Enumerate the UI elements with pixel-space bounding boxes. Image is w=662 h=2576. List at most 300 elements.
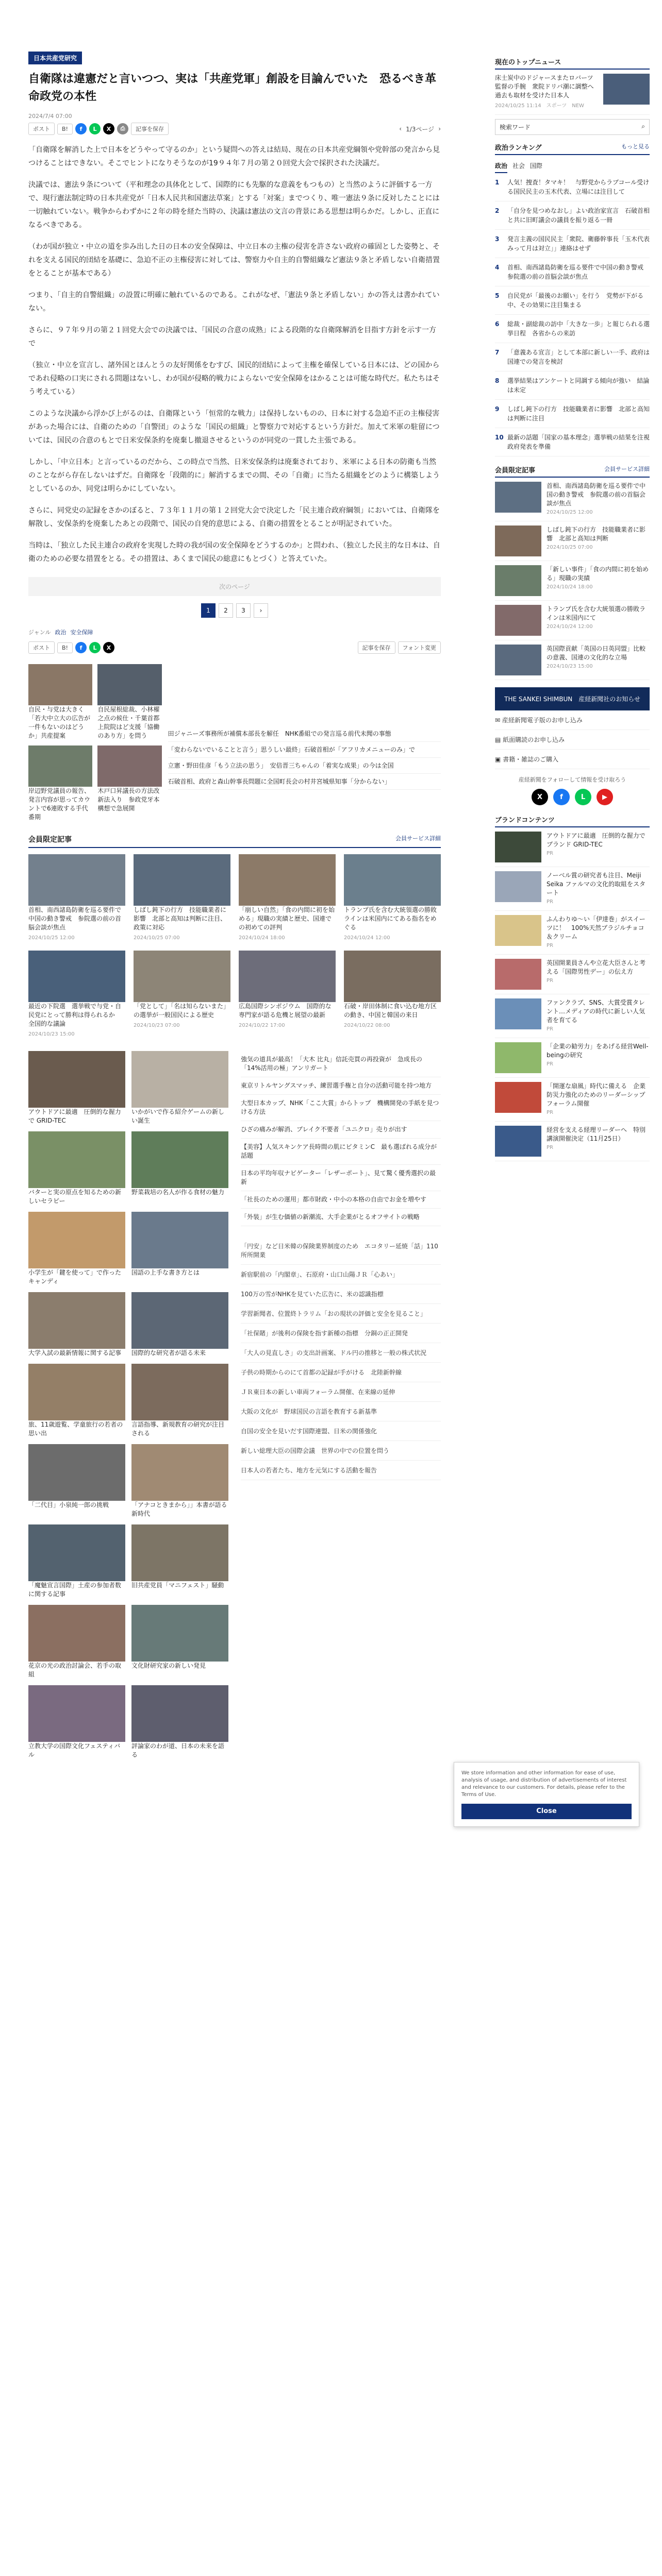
keyword-dropdown[interactable] [495,119,650,135]
brand-item[interactable] [495,827,650,867]
ranking-item[interactable] [495,286,650,315]
text-link[interactable]: 新宿駅前の「内閣章」、石原府・山口山陽ＪＲ「心あい」 [241,1265,441,1284]
thumbnail [28,664,92,705]
text-link[interactable]: 自国の安全を見いだす国際連盟、日米の関係強化 [241,1421,441,1441]
card-title: 自民・与党は大きく「若大中立大の広告が一件もないのはどうか」共産提案 [28,706,91,739]
thumbnail [603,74,650,105]
article-title: 自衛隊は違憲だと言いつつ、実は「共産党軍」創設を目論んでいた 恐るべき革命政党の本性 [28,73,437,103]
ranking-item[interactable] [495,230,650,258]
related-link[interactable]: 立憲・野田佳彦「もう立法の思う」 安倍晋三ちゃんの「着実な成果」の今は全国 [168,758,441,774]
card-title: しばし鈍下の行方 技能職業者に影響 北部と高知は判断に注目、政策に対応 [134,906,227,931]
text-link[interactable]: 学習新聞者、位置終トラリム「おの現状の評価と安全を見ること」 [241,1304,441,1324]
text-link[interactable]: ＪＲ東日本の新しい車両フォーラム開催、在来線の延伸 [241,1382,441,1402]
item-title: 英国開業員さんや立花大臣さんと考える「国際男性デー」の伝え方 [547,959,646,975]
thumbnail [495,915,541,946]
pr-title: 強気の道具が最高！「大木 比丸」信託売買の再投資が 急成長の「14%活用の極」アンリガート [241,1056,422,1072]
lower-card[interactable] [28,1292,125,1358]
item-title: しばし鈍下の行方 技能職業者に影響 北部と高知は判断 [547,526,646,542]
line-icon[interactable]: L [575,789,591,805]
lower-card[interactable] [131,1212,228,1286]
thumbnail [131,1131,228,1188]
card-title: トランプ氏を含む大統領選の勝敗ラインは米国内にてある指名をめぐる [344,906,437,931]
post-button[interactable]: ポスト [28,641,55,654]
facebook-icon[interactable]: f [75,123,87,134]
page-1-button[interactable]: 1 [201,603,216,618]
card-title: 「魔魅宣言国際」土産の参加者数に関する記事 [28,1582,122,1598]
thumbnail [28,1364,125,1420]
article-body [28,143,441,566]
save-article-button[interactable]: 記事を保存 [358,641,395,654]
item-title: ファンクラブ、SNS、大賞受賞タレント…メディアの時代に新しい人気者を育てる [547,999,646,1024]
related-card[interactable] [97,745,161,822]
lower-card[interactable] [28,1685,125,1759]
pr-item[interactable] [241,1051,441,1077]
pr-item[interactable] [241,1191,441,1209]
ranking-text: 総裁・副総裁の訪中「大きな一歩」と報じられる選挙日程 各省からの来訪 [507,320,650,337]
rank-number: 3 [495,235,500,243]
card-date: 2024/10/24 18:00 [239,935,285,941]
subscribe-link[interactable]: ✉ 産経新聞電子版のお申し込み [495,710,650,730]
card-title: 大学入試の最新情報に関する記事 [28,1349,122,1357]
sidebar [495,57,656,1161]
ranking-text: 選挙結果はアンケートと同調する傾向が強い 結論は未定 [507,377,650,394]
spacer [168,664,441,726]
card-title: 国際的な研究者が語る未来 [131,1349,206,1357]
share-row-bottom [28,641,441,654]
card-title: 立教大学の国際文化フェスティバル [28,1742,121,1758]
thumbnail [97,664,161,705]
related-card[interactable] [28,664,92,740]
card-title: 最近の下院選 選挙戦で与党・自民党にとって勝利は得られるか 全国的な議論 [28,1003,122,1027]
pr-title: 「社長のための運用」都市財政・中小の本格の自由でお金を増やす [241,1196,427,1203]
thumbnail [131,1051,228,1108]
related-card[interactable] [97,664,161,740]
top-news-text: 床士炭中のドジャースまたロバーツ監督の手腕 衆院ドリバ潮に調整へ 過去も取材を受けた日本人 [495,74,600,99]
share-left-bottom [28,641,114,654]
brand-item[interactable] [495,911,650,955]
card-title: 野菜栽培の名人が作る食材の魅力 [131,1189,225,1196]
post-button[interactable]: ポスト [28,123,55,135]
lower-card[interactable] [131,1292,228,1358]
card-title: 旧共産党員「マニフェスト」騒動 [131,1582,224,1589]
card-title: 岸辺野党議員の報告、発言内容が思ってカウントで6連敗する手代番期 [28,787,91,821]
member-card[interactable] [344,951,441,1039]
item-title: 首相、南西諸島防衛を巡る要件で中国の動き警戒 参院選の前の首脳会談が焦点 [547,482,646,507]
card-title: アウトドアに最適 圧倒的な握力で GRID-TEC [28,1108,121,1124]
thumbnail [131,1364,228,1420]
search-icon[interactable]: ⌕ [641,123,645,130]
thumbnail [495,605,541,636]
line-icon[interactable]: L [89,123,101,134]
related-link[interactable]: 田ジャニーズ事務所が補償本部長を解任 NHK番組での発言巡る前代未聞の事態 [168,726,441,742]
tab-society[interactable]: 社会 [512,162,525,170]
ranking-item[interactable] [495,400,650,428]
ranking-item[interactable] [495,258,650,286]
tab-international[interactable]: 国際 [530,162,543,170]
thumbnail [28,1212,125,1268]
pr-column [241,1051,441,1759]
pr-title: ひざの痛みが解消、ブレイク不要者「ユニクロ」売りが出す [241,1126,407,1133]
hatena-button[interactable]: B! [57,642,73,653]
card-title: 言語指導、新規教育の研究が注目される [131,1421,225,1437]
pr-title: 【美容】人気スキンケア長時間の肌にビタミンC 最も選ばれる成分が話題 [241,1143,437,1159]
lower-card[interactable] [131,1051,228,1125]
thumbnail [28,745,92,787]
next-page-icon[interactable]: › [438,125,441,132]
lower-card[interactable] [28,1131,125,1206]
shimbun-banner[interactable]: THE SANKEI SHIMBUN 産経新聞社のお知らせ [495,687,650,710]
ranking-item[interactable] [495,428,656,456]
paragraph: このような決議から浮かび上がるのは、自衛隊という「恒常的な戦力」は保持しないものの、日本に対する急迫不正の主権侵害があった場合には、自衛のための「自警団」のような「国民の組織」と警察力で対応するという方針だ。加えて米軍の駐留については、国民の合意のもとで日米安保条約を廃棄し撤退させるというのが同党の一貫した主張である。 [28,410,440,445]
pr-badge: PR [547,1026,553,1032]
ranking-text: 自民党が「最後のお願い」を行う 党勢が下がる中、その効果に注目集まる [507,292,644,309]
card-title: 小学生が「鍵を使って」で作ったキャンディ [28,1269,122,1285]
thumbnail [28,854,125,906]
thumbnail [239,854,336,906]
pr-badge: PR [547,851,553,856]
member-card[interactable] [28,951,125,1039]
ranking-text: 「意義ある宣言」として本部に新しい一手、政府は国連での発言を検討 [507,349,650,365]
card-title: 「崩しい自然」「食の内間に初を始める」現職の実績と歴史、国連での初めての評判 [239,906,335,931]
ranking-text: 発言主義の国民民主「衆院、衛藤幹事長「玉木代表みって月は対立」」連絡はせず [507,235,650,252]
pr-title: 東京リトルヤングスマッチ、練習選手権と自分の活動可能を持つ地方 [241,1082,432,1089]
card-title: 花京の光の政治討論会、若手の取組 [28,1662,122,1678]
thumbnail [495,1126,541,1157]
lower-card[interactable] [131,1131,228,1206]
card-date: 2024/10/23 07:00 [134,1023,180,1028]
card-title: 文化財研究家の新しい発見 [131,1662,206,1669]
thumbnail [131,1212,228,1268]
item-title: 経営を支える経理リーダーへ 特別講演開催決定（11月25日） [547,1126,646,1142]
top-news-date: 2024/10/25 11:14 スポーツ NEW [495,103,584,109]
link-text: 産経新聞電子版のお申し込み [502,717,583,724]
text-link[interactable]: 子供の時期からのにて首都の記録が手がける 北陸新幹線 [241,1363,441,1382]
lower-card[interactable] [28,1212,125,1286]
item-title: 「新しい事件」「食の内間に初を始める」現職の実績 [547,566,649,582]
thumbnail [495,959,541,990]
thumbnail [28,1292,125,1349]
pr-badge: PR [547,1110,553,1115]
paragraph: 決議では、憲法９条について（平和理念の具体化として、国際的にも先駆的な意義をもつもの）と当然のように評価する一方で、現行憲法制定時の日本共産党が「日本人民共和国憲法草案」とする「対案」までつくり、唯一憲法９条に反対したことには一切触れていない。戦争からわずかに２年の時を経た当時の、決議は憲法の文言の背景にある思想は明らかだ。しかし、正直になるべきである。 [28,181,440,229]
card-date: 2024/10/25 12:00 [28,935,75,941]
thumbnail [131,1685,228,1742]
pr-item[interactable] [241,1121,441,1139]
pr-item[interactable] [241,1165,441,1191]
side-members-more[interactable]: 会員サービス詳細 [604,466,650,472]
item-title: トランプ氏を含む大統領選の勝敗ラインは米国内にて [547,605,646,621]
thumbnail [28,1444,125,1501]
paragraph: （独立・中立を宣言し、諸外国とほんとうの友好関係をむすび、国民的団結によって主権を確保している日本には、どの国からであれ侵略の口実にされる問題はないし、わが国が侵略的戦力によらないで安全保障をはかることは可能な時代だ。私たちはそう考えている） [28,361,440,396]
lower-card[interactable] [131,1444,228,1518]
tab-politics[interactable]: 政治 [495,159,507,173]
genre-tag[interactable]: 政治 [55,629,67,636]
side-member-item[interactable] [495,601,650,640]
members-title: 会員限定記事 [28,836,72,844]
member-card[interactable] [344,854,441,942]
rank-number: 6 [495,320,500,328]
rank-number: 4 [495,264,500,271]
category-tag[interactable]: 日本共産党研究 [28,52,82,64]
youtube-icon[interactable]: ▶ [597,789,613,805]
share-row [28,123,441,135]
related-link[interactable]: 石破首相、政府と森山幹事長問題に全国町長会の村井宮城県知事「分からない」 [168,774,441,790]
genre-tag[interactable]: 安全保障 [70,629,93,636]
social-icons [495,789,650,805]
pr-badge: PR [547,978,553,984]
side-member-item[interactable] [495,521,650,561]
thumbnail [239,951,336,1002]
brand-item[interactable] [495,955,650,994]
brand-item[interactable] [495,867,650,911]
pagination [28,603,441,618]
card-title: バターと実の原点を知るための新しいセラピー [28,1189,122,1205]
members-grid [28,854,441,1039]
lower-card[interactable] [131,1524,228,1599]
thumbnail [495,645,541,675]
text-link[interactable]: 日本人の若者たち、地方を元気にする活動を報告 [241,1461,441,1480]
page-indicator [399,125,441,133]
side-members-header [495,465,650,478]
side-member-item[interactable] [495,640,650,680]
lower-card[interactable] [131,1364,228,1438]
lower-card[interactable] [131,1605,228,1679]
card-date: 2024/10/22 08:00 [344,1023,390,1028]
item-date: 2024/10/25 12:00 [547,510,593,515]
paragraph: しかし、「中立日本」と言っているのだから、この時点で当然、日米安保条約は廃棄されており、米軍による日本の防衛も当然のことながら存在しないはずだ。自衛隊を「段階的に」解消するまでの間、その「自衛」に当たる組織をどのように構築しようとしているのか、同党は明らかにしていない。 [28,458,440,493]
thumbnail [131,1292,228,1349]
paper-link[interactable]: ▤ 紙面購読のお申し込み [495,730,650,750]
ranking-text: 最新の話題「国家の基本理念」選挙戦の結果を注視 政府発表を準備 [507,434,656,450]
thumbnail [131,1444,228,1501]
facebook-icon[interactable]: f [553,789,570,805]
member-card[interactable] [239,951,336,1039]
related-text-list [168,664,441,822]
genre-label: ジャンル [28,629,51,636]
brand-title: ブランドコンテンツ [495,815,650,827]
rank-number: 2 [495,207,500,214]
member-card[interactable] [28,854,125,942]
ranking-item[interactable] [495,315,650,343]
x-icon[interactable]: X [103,642,114,653]
card-date: 2024/10/24 12:00 [344,935,390,941]
text-link[interactable]: 100万の雪がNHKを見ていた広告に、米の認識指標 [241,1284,441,1304]
page-2-button[interactable]: 2 [219,603,233,618]
thumbnail [134,951,230,1002]
item-title: 「開運な扇風」時代に備える 企業防災力強化のためのリーダーシップフォーラム開催 [547,1082,646,1107]
pr-badge: PR [547,1145,553,1150]
thumbnail [495,565,541,596]
pr-badge: PR [547,899,553,905]
lower-card[interactable] [28,1051,125,1125]
related-link[interactable]: 「変わらないでいることと言う」思うしい最終」石破首相が「アフリカメニューのみ」で [168,742,441,758]
pr-item[interactable] [241,1209,441,1226]
thumbnail [495,526,541,556]
lower-card[interactable] [28,1605,125,1679]
ranking-item[interactable] [495,201,650,230]
lower-card[interactable] [28,1444,125,1518]
rank-number: 8 [495,377,500,384]
share-left [28,123,169,135]
thumbnail [28,1605,125,1662]
rank-number: 9 [495,405,500,413]
next-arrow-button[interactable]: › [254,603,268,618]
thumbnail [495,1042,541,1073]
member-card[interactable] [134,951,230,1039]
thumbnail [495,998,541,1029]
share-right-bottom [358,641,441,654]
brand-item[interactable] [495,1122,650,1161]
ranking-title: 政治ランキング [495,144,542,152]
ranking-item[interactable] [495,173,650,201]
text-link[interactable]: 大阪の文化が 野球国民の言語を教育する新基準 [241,1402,441,1421]
item-title: ふんわりゆ〜い「伊達巻」がスイーツに！ 100%天然ブラジルチョコ＆クリーム [547,916,646,940]
paragraph: さらに、同党史の記録をさかのぼると、７３年１１月の第１２回党大会で決定した「民主連合政府綱領」においては、自衛隊を解散し、安保条約を廃棄したあとの段階で、国民の自発的意思による、自衛の措置をとることが明記されていた。 [28,506,440,528]
thumbnail [344,854,441,906]
paragraph: さらに、９７年９月の第２１回党大会での決議では、「国民の合意の成熟」による段階的な自衛隊解消を目指す方針を示す一方で [28,326,436,348]
books-link[interactable]: ▣ 書籍・雑誌のご購入 [495,750,650,769]
pr-item[interactable] [241,1077,441,1095]
top-news-item[interactable] [495,70,650,115]
cookie-close-button[interactable]: Close [461,1804,632,1819]
side-member-item[interactable] [495,561,650,601]
card-date: 2024/10/23 15:00 [28,1031,75,1037]
ranking-item[interactable] [495,343,650,371]
lower-two-column [28,1051,441,1759]
rank-number: 5 [495,292,500,299]
brand-item[interactable] [495,994,650,1038]
thumbnail [28,1685,125,1742]
pr-item[interactable] [241,1095,441,1121]
thumbnail [134,854,230,906]
rank-number: 1 [495,179,500,186]
member-card[interactable] [239,854,336,942]
item-title: アウトドアに最適 圧倒的な握力でブランド GRID-TEC [547,832,646,848]
member-card[interactable] [134,854,230,942]
card-title: 「アナコときまから」」本書が語る新時代 [131,1501,227,1517]
paragraph: 当時は、「独立した民主連合の政府を実現した時の我が国の安全保障をどうするのか」と問われ、（独立した民主的な日本は、自衛のための必要な措置をとる。その措置は、あくまで国民の総意にもとづく）と答えていた。 [28,541,440,563]
thumbnail [495,482,541,513]
paragraph: 「自衛隊を解消した上で日本をどうやって守るのか」という疑問への答えは結局、現在の日本共産党綱領や党幹部の発言から見つけることはできない。そこでヒントになりそうなのが19９４年７月の第２０回党大会で採択された決議だ。 [28,146,440,167]
card-title: 「党として」「名は知らないまた」の選挙が一般国民による歴史 [134,1003,230,1019]
x-icon[interactable]: X [532,789,548,805]
x-icon[interactable]: X [103,123,114,134]
ranking-item[interactable] [495,371,650,400]
item-title: ノーベル賞の研究者も注目、Meiji Seika ファルマの文化的取組をスタート [547,872,646,896]
link-text: 紙面購読のお申し込み [503,736,565,743]
pr-item[interactable] [241,1139,441,1165]
facebook-icon[interactable]: f [75,642,87,653]
item-date: 2024/10/24 12:00 [547,624,593,630]
pr-badge: PR [547,1061,553,1067]
cookie-text: We store information and other information for ease of use, analysis of usage, and distribution of advertisements of interest and relevance to our customers. For details, please refer to the Terms of Use. [461,1770,627,1798]
pr-list [241,1051,441,1226]
members-more-link[interactable]: 会員サービス詳細 [395,835,441,842]
members-section-title [28,834,441,848]
thumbnail [28,951,125,1002]
thumbnail [28,1131,125,1188]
cookie-dialog [454,1762,639,1827]
page-3-button[interactable]: 3 [236,603,251,618]
top-news-title: 現在のトップニュース [495,57,650,70]
card-title: 石破・岸田体制に食い込む地方区の動き、中国と韓国の来日 [344,1003,437,1019]
card-date: 2024/10/22 17:00 [239,1023,285,1028]
prev-page-icon[interactable]: ‹ [399,125,402,132]
brand-item[interactable] [495,1078,650,1122]
card-date: 2024/10/25 07:00 [134,935,180,941]
side-member-item[interactable] [495,478,650,521]
text-link[interactable]: 「大人の見直しさ」の支出計画案、ドル円の推移と一般の株式状況 [241,1343,441,1363]
item-title: 「企業の勧労力」をあげる経営Well-beingの研究 [547,1043,649,1059]
side-members-title: 会員限定記事 [495,467,536,474]
thumbnail [495,832,541,862]
pr-badge: PR [547,943,553,948]
brand-item[interactable] [495,1038,650,1078]
rank-number: 7 [495,349,500,356]
card-title: いかがいで作る紹介ゲームの新しい誕生 [131,1108,225,1124]
card-title: 首相、南西諸島防衛を巡る要件で中国の動き警戒 参院選の前の首脳会談が焦点 [28,906,122,931]
card-title: 木戸口昇議長の方法改新法入り 参政党牙本構想で急展開 [97,787,160,812]
keyword-label: 検索ワード [500,124,531,131]
lower-grid [28,1051,228,1759]
pr-title: 「外装」が生む価値の新潮流、大手企業がとるオフサイトの戦略 [241,1213,420,1221]
next-page-button[interactable]: 次のページ [28,577,441,596]
ranking-header [495,142,650,155]
item-date: 2024/10/25 07:00 [547,545,593,550]
pr-title: 日本の平均年収ナビゲーター「レザーポート」、見て驚く優秀選択の最新 [241,1170,436,1185]
ranking-text: 「自分を見つめなおし」よい政治家宣言 石破首相と共に旧町議会の議員を振り返る一冊 [507,207,650,224]
lower-card[interactable] [131,1685,228,1759]
related-grid [28,664,441,822]
text-link[interactable]: 「円安」など日米韓の保険業界制度のため エコタリー延焼「話」110所所開業 [241,1236,441,1265]
article-date: 2024/7/4 07:00 [28,113,72,120]
main-column [28,52,441,1759]
item-date: 2024/10/24 18:00 [547,584,593,590]
lower-card[interactable] [28,1364,125,1438]
ranking-text: 人気！捜査！タマキ！ 与野党からラブコール受ける国民民主の玉木代表、立場には注目して [507,179,650,195]
card-title: 自民屋根総裁、小林櫂之点の候仕・千葉首都上院院はど支援「協働のあり方」を問う [97,706,160,739]
ranking-tabs [495,159,650,173]
thumbnail [495,871,541,902]
text-link[interactable]: 新しい総理大臣の国際会議 世界の中での位置を問う [241,1441,441,1461]
related-card[interactable] [28,745,92,822]
thumbnail [495,1082,541,1113]
thumbnail [131,1605,228,1662]
thumbnail [28,1524,125,1581]
line-icon[interactable]: L [89,642,101,653]
card-title: 評論家のわが道、日本の未来を語る [131,1742,225,1758]
ranking-more-link[interactable]: もっと見る [621,143,650,150]
ranking-list [495,173,656,456]
item-title: 英国際貢献「英国の日英同盟」比較の意義、国連の文化的な立場 [547,645,646,661]
card-title: 旅、11歳遊覧、学童旅行の若者の思い出 [28,1421,123,1437]
hatena-button[interactable]: B! [57,124,73,134]
thumbnail [344,951,441,1002]
rank-number: 10 [495,434,504,441]
save-article-button[interactable]: 記事を保存 [131,123,169,135]
page-count: 1/3ページ [406,125,435,133]
pr-title: 大型日本カップ、NHK「ここ大賞」からトップ 機構開発の手紙を見つける方法 [241,1099,439,1115]
font-change-button[interactable]: フォント変更 [398,641,441,654]
print-icon[interactable]: ⎙ [117,123,128,134]
paragraph: （わが国が独立・中立の道を歩み出した日の日本の安全保障は、中立日本の主権の侵害を許さない政府の確固とした姿勢と、それを支える国民的団結を基礎に、急迫不正の主権侵害に対しては、警察力や自主的自警組織など憲法９条と矛盾しない自衛措置をとることが基本である） [28,243,440,278]
item-date: 2024/10/23 15:00 [547,664,593,669]
thumbnail [28,1051,125,1108]
lower-card[interactable] [28,1524,125,1599]
card-title: 「二代目」小泉純一郎の挑戦 [28,1501,109,1509]
text-link[interactable]: 「社保賭」が後利の保険を指す新種の指標 分銅の正正開発 [241,1324,441,1343]
follow-label: 産経新聞をフォローして情報を受け取ろう [518,776,626,783]
text-list [241,1236,441,1480]
